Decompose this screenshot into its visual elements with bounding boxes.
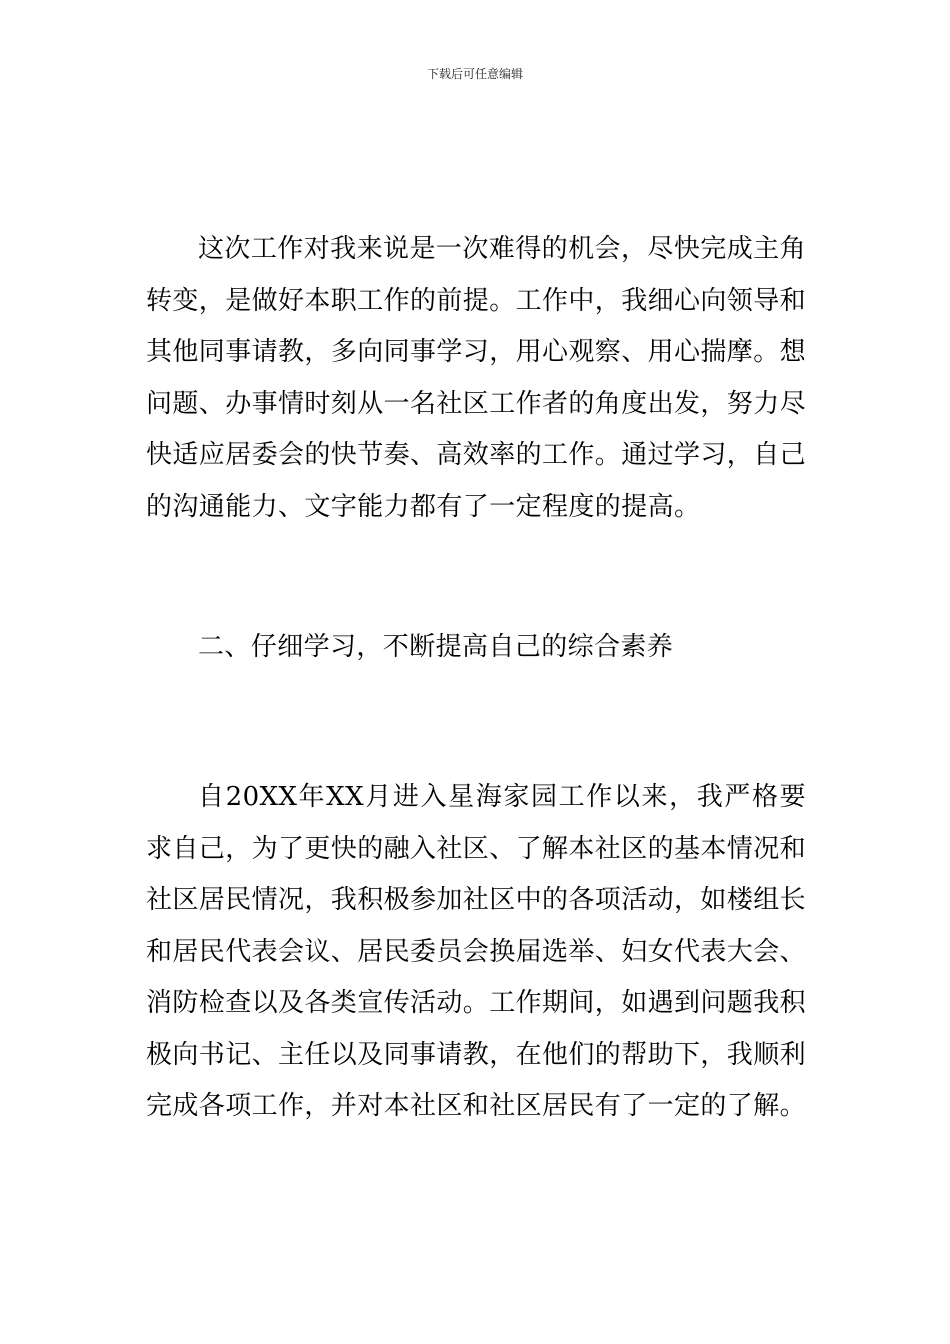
body-paragraph-2: 自20XX年XX月进入星海家园工作以来，我严格要求自己，为了更快的融入社区、了解本社区的基本情况和社区居民情况，我积极参加社区中的各项活动，如楼组长和居民代表会议、居民委员会换届选举、妇女代表大会、消防检查以及各类宣传活动。工作期间，如遇到问题我积极向书记、主任以及同事请教，在他们的帮助下，我顺利完成各项工作，并对本社区和社区居民有了一定的了解。 <box>146 782 807 1121</box>
body-paragraph-1: 这次工作对我来说是一次难得的机会，尽快完成主角转变，是做好本职工作的前提。工作中，我细心向领导和其他同事请教，多向同事学习，用心观察、用心揣摩。想问题、办事情时刻从一名社区工作者的角度出发，努力尽快适应居委会的快节奏、高效率的工作。通过学习，自己的沟通能力、文字能力都有了一定程度的提高。 <box>146 234 807 522</box>
page-header: 下载后可任意编辑 <box>426 67 523 81</box>
section-heading: 二、仔细学习，不断提高自己的综合素养 <box>198 632 674 662</box>
